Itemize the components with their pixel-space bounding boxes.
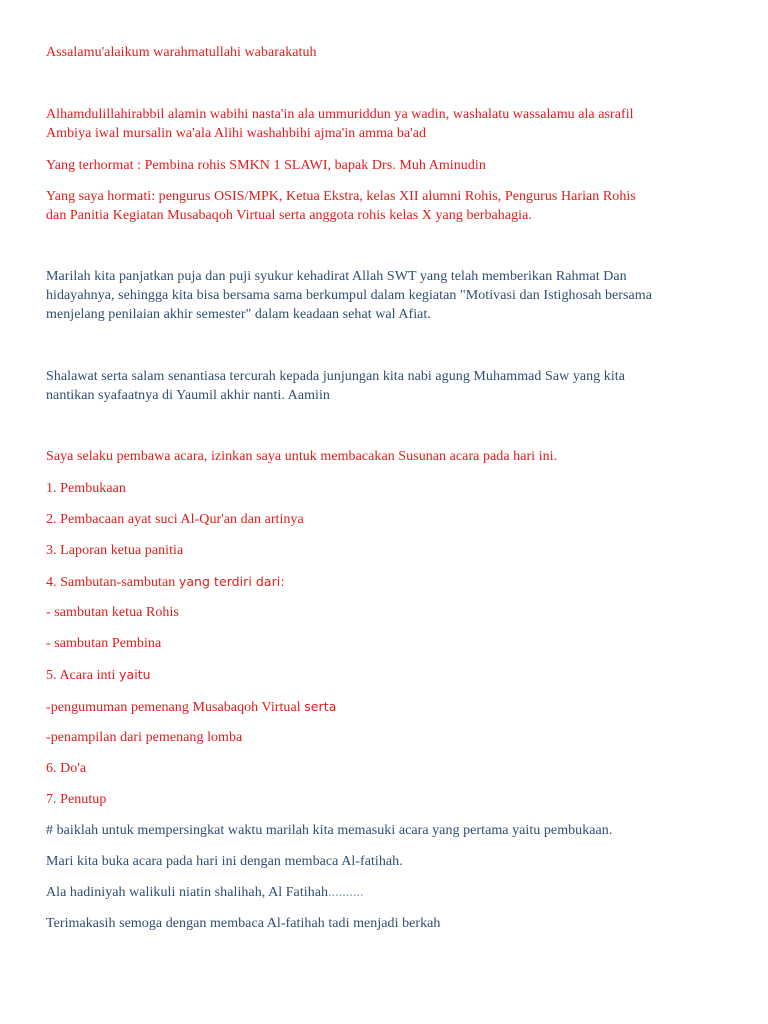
agenda-item-5-suffix: yaitu xyxy=(119,667,151,682)
closing-line-3 xyxy=(46,883,364,902)
agenda-sub-4b: - sambutan Pembina xyxy=(46,636,162,651)
agenda-item-7: 7. Penutup xyxy=(46,792,107,807)
agenda-item-3: 3. Laporan ketua panitia xyxy=(46,543,184,558)
honored-line-1: Yang saya hormati: pengurus OSIS/MPK, Ketua Ekstra, kelas XII alumni Rohis, Pengurus Harian Rohis xyxy=(46,189,636,204)
agenda-sub-4a: - sambutan ketua Rohis xyxy=(46,605,179,620)
agenda-intro: Saya selaku pembawa acara, izinkan saya untuk membacakan Susunan acara pada hari ini. xyxy=(46,449,558,464)
agenda-item-1: 1. Pembukaan xyxy=(46,481,126,496)
closing-line-2: Mari kita buka acara pada hari ini dengan membaca Al-fatihah. xyxy=(46,854,403,869)
agenda-item-4 xyxy=(46,572,285,592)
shalawat-line-1: Shalawat serta salam senantiasa tercurah kepada junjungan kita nabi agung Muhammad Saw yang kita xyxy=(46,369,626,384)
agenda-item-2: 2. Pembacaan ayat suci Al-Qur'an dan artinya xyxy=(46,512,304,527)
gratitude-line-3: menjelang penilaian akhir semester" dalam keadaan sehat wal Afiat. xyxy=(46,307,431,322)
respected-line: Yang terhormat : Pembina rohis SMKN 1 SLAWI, bapak Drs. Muh Aminudin xyxy=(46,158,486,173)
closing-line-1: # baiklah untuk mempersingkat waktu marilah kita memasuki acara yang pertama yaitu pembukaan. xyxy=(46,823,613,838)
agenda-item-5-text: 5. Acara inti xyxy=(46,668,116,683)
agenda-item-6: 6. Do'a xyxy=(46,761,87,776)
agenda-item-5 xyxy=(46,665,151,685)
gratitude-line-2: hidayahnya, sehingga kita bisa bersama sama berkumpul dalam kegiatan "Motivasi dan Istighosah bersama xyxy=(46,288,652,303)
honored-line-2: dan Panitia Kegiatan Musabaqoh Virtual serta anggota rohis kelas X yang berbahagia. xyxy=(46,208,532,223)
closing-line-3-text: Ala hadiniyah walikuli niatin shalihah, Al Fatihah xyxy=(46,885,329,900)
agenda-sub-5a-suffix: serta xyxy=(304,699,337,714)
agenda-sub-5b: -penampilan dari pemenang lomba xyxy=(46,730,243,745)
closing-line-3-dots: .......... xyxy=(328,885,364,900)
greeting-line: Assalamu'alaikum warahmatullahi wabarakatuh xyxy=(46,45,317,60)
agenda-sub-5a xyxy=(46,697,336,717)
closing-line-4: Terimakasih semoga dengan membaca Al-fatihah tadi menjadi berkah xyxy=(46,916,441,931)
agenda-item-4-text: 4. Sambutan-sambutan xyxy=(46,575,176,590)
agenda-item-4-suffix: yang terdiri dari: xyxy=(178,574,285,589)
opening-line-1: Alhamdulillahirabbil alamin wabihi nasta'in ala ummuriddun ya wadin, washalatu wassalamu ala asrafil xyxy=(46,107,634,122)
gratitude-line-1: Marilah kita panjatkan puja dan puji syukur kehadirat Allah SWT yang telah memberikan Rahmat Dan xyxy=(46,269,627,284)
shalawat-line-2: nantikan syafaatnya di Yaumil akhir nanti. Aamiin xyxy=(46,388,330,403)
agenda-sub-5a-text: -pengumuman pemenang Musabaqoh Virtual xyxy=(46,700,301,715)
opening-line-2: Ambiya iwal mursalin wa'ala Alihi washahbihi ajma'in amma ba'ad xyxy=(46,126,427,141)
